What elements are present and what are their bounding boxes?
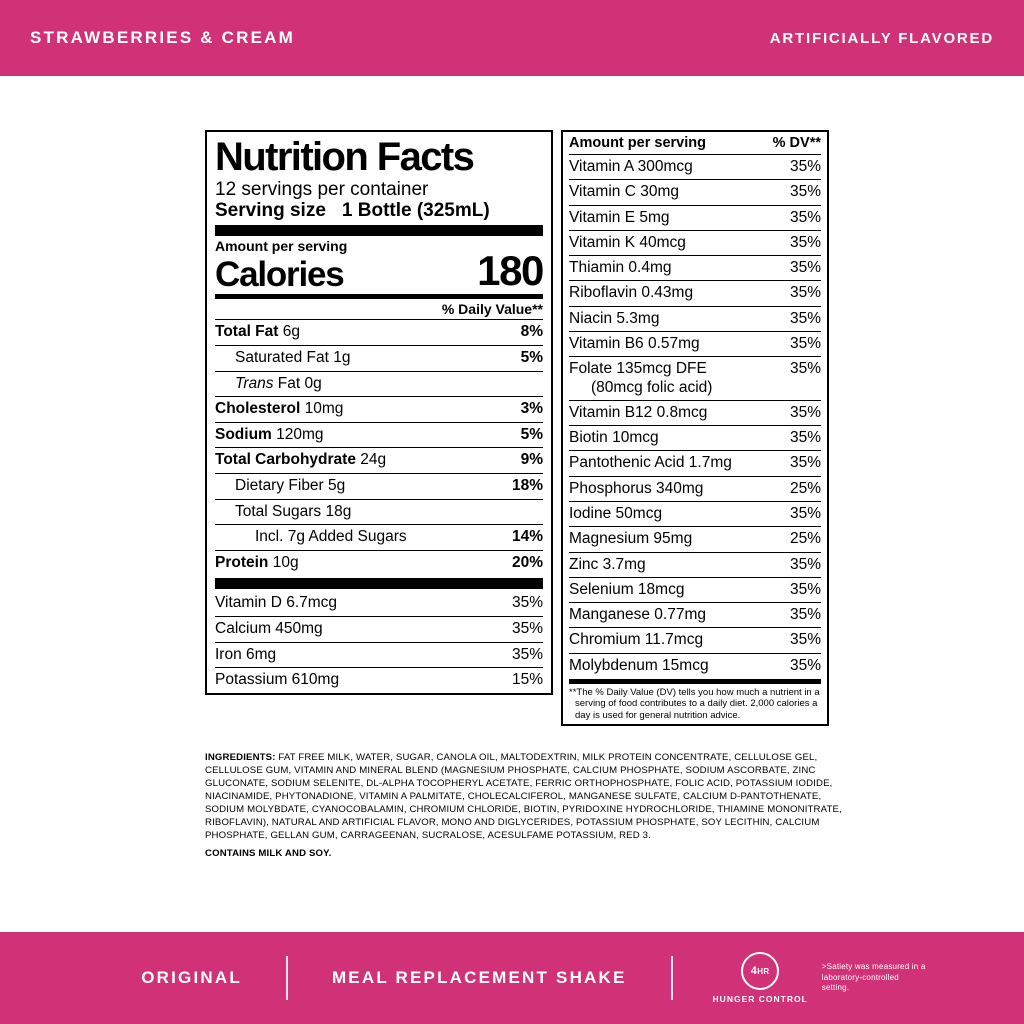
ingredients-heading: INGREDIENTS: [205, 752, 276, 763]
table-row [569, 331, 821, 356]
nutrient-dv: 5% [520, 348, 543, 366]
vitamin-dv: 35% [789, 158, 821, 175]
thick-divider-2 [215, 578, 543, 589]
table-row [569, 400, 821, 425]
product-line-label: ORIGINAL [141, 968, 242, 987]
vitamin-name: Vitamin B6 0.57mg [569, 334, 700, 352]
vitamin-dv: 35% [789, 183, 821, 201]
table-row [569, 653, 821, 678]
hunger-control-claim [673, 952, 927, 1004]
table-row [569, 526, 821, 551]
table-row [215, 396, 543, 422]
vitamin-dv: 35% [511, 645, 543, 663]
vitamin-name: Iodine 50mcg [569, 504, 663, 522]
daily-value-header: % Daily Value** [441, 301, 543, 318]
right-column-header [569, 134, 821, 154]
table-row [569, 577, 821, 602]
table-row [569, 154, 821, 179]
nutrient-dv: 3% [520, 400, 543, 418]
vitamin-dv: 35% [789, 334, 821, 352]
table-row [215, 591, 543, 616]
thick-divider [215, 225, 543, 236]
table-row [215, 447, 543, 473]
vitamin-name: Pantothenic Acid 1.7mg [569, 454, 732, 472]
serving-size-label: Serving size [215, 200, 326, 222]
vitamin-dv: 35% [789, 631, 821, 649]
vitamin-name: Vitamin B12 0.8mcg [569, 403, 708, 421]
vitamin-dv: 35% [789, 259, 821, 277]
nutrition-facts-title: Nutrition Facts [215, 135, 474, 179]
nutrition-facts-panel [205, 130, 830, 726]
vitamin-name: Selenium 18mcg [569, 580, 685, 598]
nutrient-name: Saturated Fat 1g [235, 348, 351, 366]
table-row [215, 499, 543, 525]
nutrient-name: Total Carbohydrate 24g [215, 451, 387, 469]
nutrient-name: Trans Fat 0g [235, 374, 322, 392]
serving-size-row [215, 200, 543, 222]
nutrient-dv: 5% [520, 425, 543, 443]
table-row [569, 450, 821, 475]
nutrient-dv: 9% [520, 451, 543, 469]
vitamin-dv: 25% [789, 530, 821, 548]
vitamin-name: Chromium 11.7mcg [569, 631, 704, 649]
satiety-footnote: >Satiety was measured in a laboratory-controlled setting. [821, 961, 926, 993]
nutrient-name: Sodium 120mg [215, 425, 324, 443]
vitamin-dv: 25% [789, 479, 821, 497]
vitamin-name-sub: (80mcg folic acid) [591, 378, 713, 396]
table-row [569, 306, 821, 331]
table-row [569, 476, 821, 501]
vitamin-dv: 35% [789, 580, 821, 598]
right-amount-per-serving-label: Amount per serving [569, 135, 706, 151]
vitamin-dv: 35% [789, 656, 821, 674]
table-row [569, 255, 821, 280]
nutrient-dv: 14% [511, 528, 543, 546]
table-row [569, 356, 821, 400]
table-row [569, 205, 821, 230]
vitamin-name: Thiamin 0.4mg [569, 259, 672, 277]
table-row [569, 425, 821, 450]
nutrition-left-column [205, 130, 553, 695]
vitamin-name: Vitamin A 300mcg [569, 158, 693, 175]
table-row [215, 667, 543, 693]
vitamin-name: Biotin 10mcg [569, 429, 659, 447]
artificially-flavored-note: ARTIFICIALLY FLAVORED [769, 29, 994, 47]
nutrient-name: Total Fat 6g [215, 323, 300, 341]
table-row [569, 179, 821, 204]
calories-value: 180 [477, 247, 543, 295]
table-row [215, 524, 543, 550]
table-row [569, 280, 821, 305]
flavor-title: STRAWBERRIES & CREAM [30, 28, 296, 47]
vitamin-dv: 35% [789, 360, 821, 378]
vitamin-name: Folate 135mcg DFE (80mcg folic acid) [569, 360, 713, 396]
nutrient-dv: 20% [511, 553, 543, 571]
nutrient-name: Protein 10g [215, 553, 299, 571]
calories-row [215, 247, 543, 295]
table-row [215, 550, 543, 576]
clock-icon [741, 952, 779, 990]
top-banner [0, 0, 1024, 76]
right-dv-label: % DV** [772, 135, 821, 151]
vitamin-dv: 15% [511, 671, 543, 689]
nutrient-name: Incl. 7g Added Sugars [255, 528, 407, 546]
vitamin-dv: 35% [789, 403, 821, 421]
vitamin-dv: 35% [789, 309, 821, 327]
table-row [569, 552, 821, 577]
nutrition-right-column [561, 130, 829, 726]
vitamin-name: Magnesium 95mg [569, 530, 693, 548]
bottom-original-cell [97, 968, 286, 988]
hunger-control-label: HUNGER CONTROL [712, 994, 808, 1004]
vitamin-name: Vitamin C 30mg [569, 183, 679, 201]
ingredients-body: FAT FREE MILK, WATER, SUGAR, CANOLA OIL, MALTODEXTRIN, MILK PROTEIN CONCENTRATE, CELLULOSE GEL, CELLULOSE GUM, VITAMIN AND MINERAL BLEND (MAGNESIUM PHOSPHATE, CALCIUM PHOSPHATE, SODIUM ASCORBATE, ZINC GLUCONATE, SODIUM SELENITE, DL-ALPHA TOCOPHERYL ACETATE, FERRIC ORTHOPHOSPHATE, FOLIC ACID, POTASSIUM IODIDE, NIACINAMIDE, PHYTONADIONE, VITAMIN A PALMITATE, CHOLECALCIFEROL, MANGANESE SULFATE, CALCIUM D-PANTOTHENATE, SODIUM MOLYBDATE, CYANOCOBALAMIN, CHROMIUM CHLORIDE, BIOTIN, PYRIDOXINE HYDROCHLORIDE, THIAMINE MONONITRATE, RIBOFLAVIN), NATURAL AND ARTIFICIAL FLAVOR, MONO AND DIGLYCERIDES, POTASSIUM PHOSPHATE, SOY LECITHIN, CALCIUM PHOSPHATE, GELLAN GUM, CARRAGEENAN, SUCRALOSE, ACESULFAME POTASSIUM, RED 3. [205, 752, 842, 841]
nutrient-name: Dietary Fiber 5g [235, 476, 346, 494]
nutrient-dv: 18% [511, 476, 543, 494]
calories-label: Calories [215, 255, 344, 295]
vitamin-name: Molybdenum 15mcg [569, 656, 709, 674]
allergen-statement: CONTAINS MILK AND SOY. [205, 847, 332, 859]
nutrient-name: Cholesterol 10mg [215, 400, 344, 418]
vitamin-name: Vitamin D 6.7mcg [215, 594, 338, 612]
table-row [215, 642, 543, 668]
vitamin-dv: 35% [511, 594, 543, 612]
vitamin-dv: 35% [789, 504, 821, 522]
table-row [215, 422, 543, 448]
serving-size-value: 1 Bottle (325mL) [341, 200, 490, 222]
servings-per-container: 12 servings per container [215, 179, 429, 201]
vitamin-dv: 35% [789, 454, 821, 472]
right-bottom-divider [569, 679, 821, 684]
bottom-banner [0, 932, 1024, 1024]
vitamin-name: Vitamin K 40mcg [569, 233, 686, 251]
daily-value-footnote: **The % Daily Value (DV) tells you how much a nutrient in a serving of food contributes to a daily diet. 2,000 calories a day is used for general nutrition advice. [569, 686, 820, 722]
amount-per-serving-label: Amount per serving [215, 238, 348, 255]
vitamin-dv: 35% [789, 284, 821, 302]
hunger-hours-unit: HR [757, 966, 770, 976]
vitamin-name: Vitamin E 5mg [569, 208, 670, 226]
hunger-hours-value: 4 [750, 965, 758, 977]
ingredients-block [205, 752, 845, 861]
table-row [569, 602, 821, 627]
vitamin-dv: 35% [789, 555, 821, 573]
table-row [215, 371, 543, 397]
vitamin-dv: 35% [511, 619, 543, 637]
product-type-label: MEAL REPLACEMENT SHAKE [331, 968, 627, 987]
table-row [569, 627, 821, 652]
hunger-control-badge [713, 952, 808, 1004]
vitamin-name: Zinc 3.7mg [569, 555, 646, 573]
vitamin-name: Niacin 5.3mg [569, 309, 660, 327]
vitamin-name: Calcium 450mg [215, 619, 323, 637]
table-row [215, 616, 543, 642]
vitamin-dv: 35% [789, 429, 821, 447]
medium-divider [215, 294, 543, 299]
vitamin-name: Riboflavin 0.43mg [569, 284, 694, 302]
nutrient-dv: 8% [520, 323, 543, 341]
vitamin-dv: 35% [789, 233, 821, 251]
nutrient-name: Total Sugars 18g [235, 502, 352, 520]
vitamin-name: Phosphorus 340mg [569, 479, 704, 497]
table-row [569, 230, 821, 255]
vitamin-dv: 35% [789, 208, 821, 226]
table-row [215, 345, 543, 371]
vitamin-name: Manganese 0.77mg [569, 606, 707, 624]
vitamin-name: Iron 6mg [215, 645, 277, 663]
vitamin-name: Potassium 610mg [215, 671, 340, 689]
table-row [215, 473, 543, 499]
table-row [569, 501, 821, 526]
table-row [215, 319, 543, 345]
bottom-product-type-cell [288, 968, 671, 988]
bottom-banner-inner [24, 952, 1000, 1004]
vitamin-dv: 35% [789, 606, 821, 624]
